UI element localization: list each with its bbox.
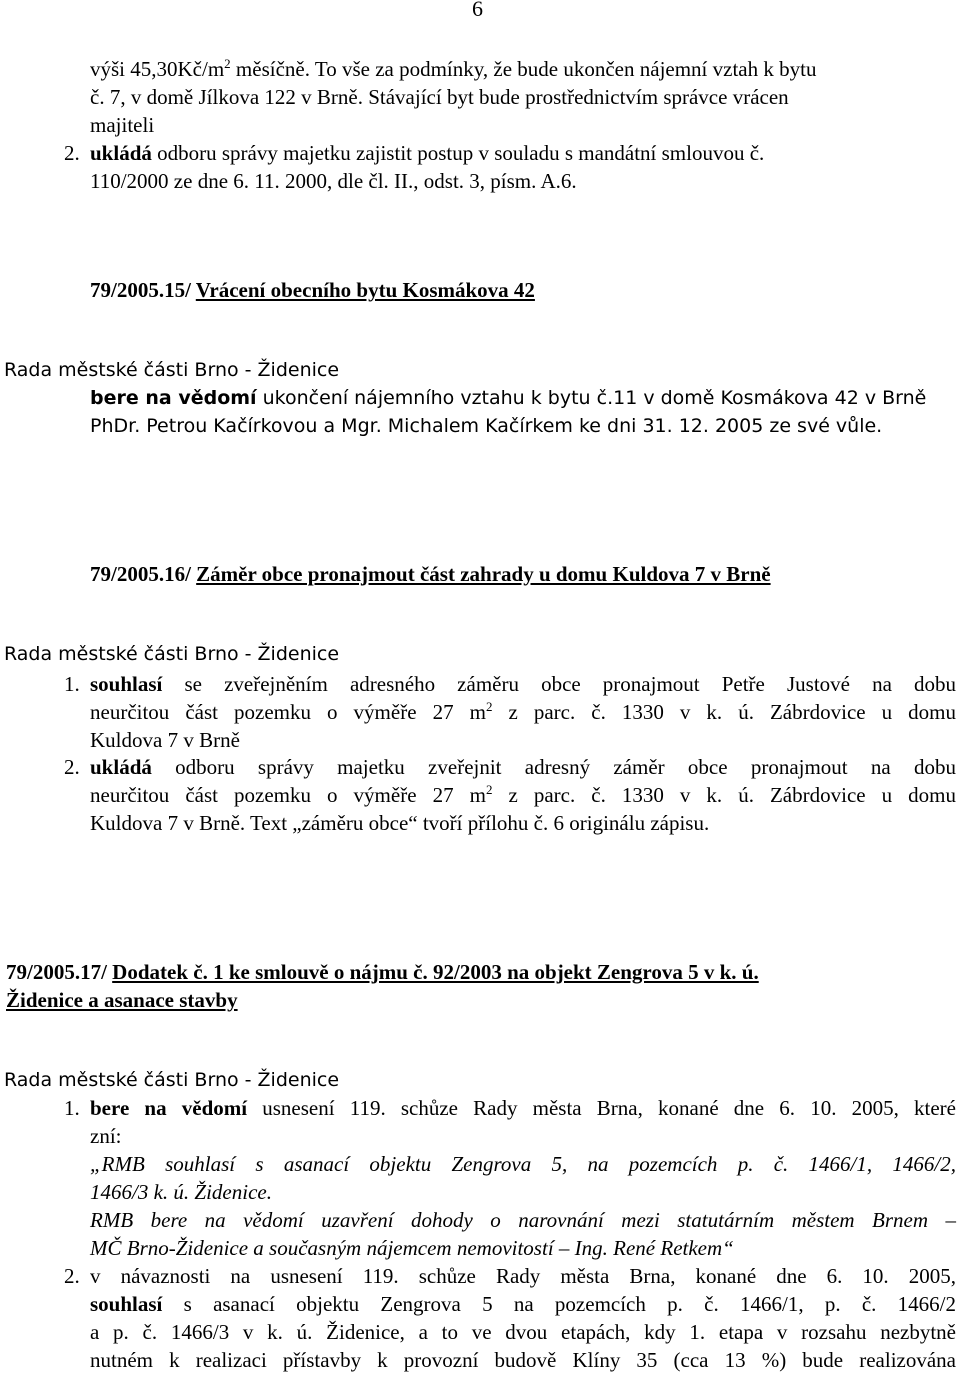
text-line: 110/2000 ze dne 6. 11. 2000, dle čl. II., odst. 3, písm. A.6. <box>90 169 577 193</box>
text-line: č. 7, v domě Jílkova 122 v Brně. Stávající byt bude prostřednictvím správce vrácen <box>90 85 789 109</box>
bold-verb: bere na vědomí <box>90 387 257 409</box>
quote-line: „RMB souhlasí s asanací objektu Zengrova 5, na pozemcích p. č. 1466/1, 1466/2, <box>90 1152 956 1176</box>
heading-line <box>90 276 956 304</box>
section-17-quote-2 <box>90 1206 956 1262</box>
bold-verb: bere na vědomí <box>90 1096 248 1120</box>
text-line: Kuldova 7 v Brně <box>90 728 240 752</box>
superscript: 2 <box>485 699 493 714</box>
top-item-2 <box>64 139 956 195</box>
page-number: 6 <box>472 0 483 21</box>
quote-line: RMB bere na vědomí uzavření dohody o narovnání mezi statutárním městem Brnem – <box>90 1208 956 1232</box>
text-line <box>64 1262 956 1290</box>
text-span: neurčitou část pozemku o výměře 27 m <box>90 783 486 807</box>
top-section <box>90 55 956 139</box>
bold-verb: ukládá <box>90 141 152 165</box>
heading-line <box>6 986 956 1014</box>
text-line <box>64 139 956 167</box>
section-17-item-1 <box>64 1094 956 1150</box>
text-line <box>90 698 956 726</box>
item-number: 2. <box>64 141 80 165</box>
item-number: 2. <box>64 755 80 779</box>
section-16-item-2 <box>64 753 956 837</box>
section-15-heading <box>90 276 956 304</box>
superscript: 2 <box>485 782 493 797</box>
section-15-body <box>90 384 956 440</box>
text-line <box>64 1094 956 1122</box>
section-17-council <box>4 1066 954 1094</box>
text-span: z parc. č. 1330 v k. ú. Zábrdovice u domu <box>492 783 956 807</box>
text-span: s asanací objektu Zengrova 5 na pozemcích p. č. 1466/1, p. č. 1466/2 <box>162 1292 956 1316</box>
section-title: Záměr obce pronajmout část zahrady u domu Kuldova 7 v Brně <box>196 562 771 586</box>
text-line <box>90 781 956 809</box>
text-line: PhDr. Petrou Kačírkovou a Mgr. Michalem Kačírkem ke dni 31. 12. 2005 ze své vůle. <box>90 415 883 437</box>
text-span: usnesení 119. schůze Rady města Brna, konané dne 6. 10. 2005, které <box>247 1096 956 1120</box>
item-number: 1. <box>64 1096 80 1120</box>
text-line: a p. č. 1466/3 v k. ú. Židenice, a to ve dvou etapách, kdy 1. etapa v rozsahu nezbytně <box>90 1320 956 1344</box>
council-name: Rada městské části Brno - Židenice <box>4 1069 340 1091</box>
text-span: z parc. č. 1330 v k. ú. Zábrdovice u domu <box>492 700 956 724</box>
bold-verb: souhlasí <box>90 1292 163 1316</box>
text-span: odboru správy majetku zveřejnit adresný záměr obce pronajmout na dobu <box>151 755 956 779</box>
text-span: v návaznosti na usnesení 119. schůze Rady města Brna, konané dne 6. 10. 2005, <box>90 1264 956 1288</box>
section-17-item-2 <box>64 1262 956 1374</box>
council-name: Rada městské části Brno - Židenice <box>4 643 340 665</box>
heading-line <box>90 560 956 588</box>
section-16-heading <box>90 560 956 588</box>
text-line <box>90 384 956 412</box>
bold-verb: ukládá <box>90 755 152 779</box>
text-span: výši 45,30Kč/m <box>90 57 225 81</box>
section-15-council <box>4 356 954 384</box>
section-title: Židenice a asanace stavby <box>6 988 238 1012</box>
section-title: Dodatek č. 1 ke smlouvě o nájmu č. 92/2003 na objekt Zengrova 5 v k. ú. <box>112 960 759 984</box>
resolution-number: 79/2005.15/ <box>90 278 191 302</box>
text-line: zní: <box>90 1124 122 1148</box>
text-span: měsíčně. To vše za podmínky, že bude ukončen nájemní vztah k bytu <box>230 57 817 81</box>
quote-line: 1466/3 k. ú. Židenice. <box>90 1180 272 1204</box>
section-17-quote <box>90 1150 956 1206</box>
resolution-number: 79/2005.16/ <box>90 562 191 586</box>
text-line <box>90 55 956 83</box>
section-title: Vrácení obecního bytu Kosmákova 42 <box>195 278 535 302</box>
heading-line <box>6 958 956 986</box>
text-line: Kuldova 7 v Brně. Text „záměru obce“ tvoří přílohu č. 6 originálu zápisu. <box>90 811 710 835</box>
superscript: 2 <box>224 56 231 71</box>
quote-line: MČ Brno-Židenice a současným nájemcem nemovitostí – Ing. René Retkem“ <box>90 1236 734 1260</box>
text-span: se zveřejněním adresného záměru obce pronajmout Petře Justové na dobu <box>162 672 956 696</box>
text-line: majiteli <box>90 113 155 137</box>
resolution-number: 79/2005.17/ <box>6 960 107 984</box>
section-17-heading <box>6 958 956 1014</box>
bold-verb: souhlasí <box>90 672 163 696</box>
text-line <box>90 1290 956 1318</box>
item-number: 2. <box>64 1264 80 1288</box>
text-span: neurčitou část pozemku o výměře 27 m <box>90 700 486 724</box>
council-name: Rada městské části Brno - Židenice <box>4 359 340 381</box>
item-number: 1. <box>64 672 80 696</box>
text-line <box>64 753 956 781</box>
text-line: nutném k realizaci přístavby k provozní budově Klíny 35 (cca 13 %) bude realizována <box>90 1348 956 1372</box>
text-line <box>64 670 956 698</box>
section-16-council <box>4 640 954 668</box>
text-span: ukončení nájemního vztahu k bytu č.11 v domě Kosmákova 42 v Brně <box>256 387 927 409</box>
section-16-item-1 <box>64 670 956 754</box>
text-span: odboru správy majetku zajistit postup v souladu s mandátní smlouvou č. <box>151 141 765 165</box>
